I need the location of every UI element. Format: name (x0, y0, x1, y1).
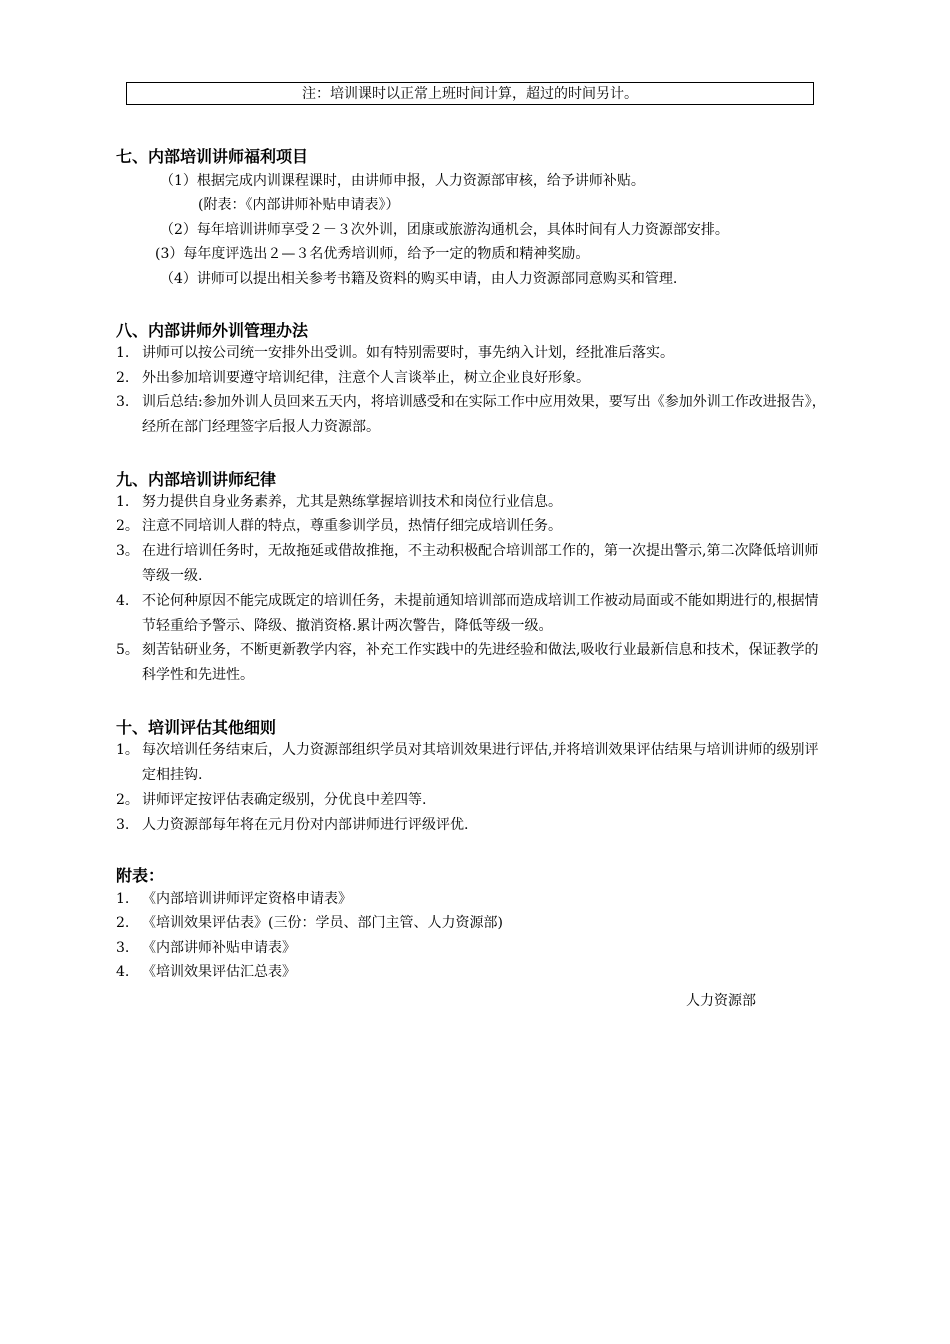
section-10-title: 十、培训评估其他细则 (116, 718, 277, 737)
item-text: 《培训效果评估表》(三份：学员、部门主管、人力资源部) (142, 915, 503, 931)
section-7-line-1: （1）根据完成内训课程课时，由讲师申报，人力资源部审核，给予讲师补贴。 (160, 173, 645, 189)
list-item (116, 490, 826, 515)
item-number: 2。 (116, 792, 139, 808)
item-number: 5。 (116, 642, 139, 658)
list-item (116, 366, 826, 391)
item-number: 2. (116, 370, 130, 386)
list-item (116, 539, 826, 589)
item-number: 2。 (116, 518, 139, 534)
item-text: 《内部培训讲师评定资格申请表》 (142, 891, 352, 907)
section-7-line-1b: (附表：《内部讲师补贴申请表》） (198, 197, 400, 213)
item-text: 讲师评定按评估表确定级别，分优良中差四等. (142, 792, 427, 808)
item-number: 3. (116, 394, 130, 410)
list-item (116, 813, 826, 838)
list-item (116, 514, 826, 539)
item-number: 1。 (116, 742, 139, 758)
item-text: 《培训效果评估汇总表》 (142, 964, 296, 980)
item-number: 4. (116, 964, 130, 980)
item-number: 1. (116, 494, 130, 510)
list-item (116, 390, 826, 440)
signature: 人力资源部 (686, 993, 756, 1009)
item-text: 《内部讲师补贴申请表》 (142, 940, 296, 956)
section-7-line-4: （4）讲师可以提出相关参考书籍及资料的购买申请，由人力资源部同意购买和管理. (160, 271, 678, 287)
item-text: 注意不同培训人群的特点，尊重参训学员，热情仔细完成培训任务。 (142, 518, 562, 534)
appendix-title: 附表： (116, 866, 165, 885)
list-item (116, 887, 826, 912)
list-item (116, 788, 826, 813)
section-9-title: 九、内部培训讲师纪律 (116, 470, 277, 489)
list-item (116, 936, 826, 961)
item-text: 不论何种原因不能完成既定的培训任务，未提前通知培训部而造成培训工作被动局面或不能如期进行的,根据情节轻重给予警示、降级、撤消资格.累计两次警告，降低等级一级。 (142, 593, 819, 634)
section-7-line-2: （2）每年培训讲师享受２－３次外训，团康或旅游沟通机会，具体时间有人力资源部安排。 (160, 222, 729, 238)
item-text: 人力资源部每年将在元月份对内部讲师进行评级评优. (142, 817, 469, 833)
item-text: 讲师可以按公司统一安排外出受训。如有特别需要时，事先纳入计划，经批准后落实。 (142, 345, 674, 361)
section-8-title: 八、内部讲师外训管理办法 (116, 321, 309, 340)
list-item (116, 960, 826, 985)
item-number: 2. (116, 915, 130, 931)
section-7-title: 七、内部培训讲师福利项目 (116, 147, 309, 166)
list-item (116, 911, 826, 936)
note-box: 注：培训课时以正常上班时间计算，超过的时间另计。 (126, 82, 814, 105)
item-number: 4. (116, 593, 130, 609)
item-text: 外出参加培训要遵守培训纪律，注意个人言谈举止，树立企业良好形象。 (142, 370, 590, 386)
list-item (116, 589, 826, 639)
item-text: 努力提供自身业务素养，尤其是熟练掌握培训技术和岗位行业信息。 (142, 494, 562, 510)
item-text: 刻苦钻研业务，不断更新教学内容，补充工作实践中的先进经验和做法,吸收行业最新信息和技术，保证教学的科学性和先进性。 (142, 642, 819, 683)
list-item (116, 341, 826, 366)
item-text: 在进行培训任务时，无故拖延或借故推拖，不主动积极配合培训部工作的，第一次提出警示,第二次降低培训师等级一级. (142, 543, 819, 584)
item-number: 3。 (116, 543, 139, 559)
list-item (116, 638, 826, 688)
item-number: 1. (116, 345, 130, 361)
section-7-line-3: (3）每年度评选出２—３名优秀培训师，给予一定的物质和精神奖励。 (155, 246, 590, 262)
item-number: 3. (116, 817, 130, 833)
item-number: 3. (116, 940, 130, 956)
list-item (116, 738, 826, 788)
item-text: 每次培训任务结束后，人力资源部组织学员对其培训效果进行评估,并将培训效果评估结果与培训讲师的级别评定相挂钩. (142, 742, 819, 783)
item-text: 训后总结:参加外训人员回来五天内，将培训感受和在实际工作中应用效果，要写出《参加外训工作改进报告》，经所在部门经理签字后报人力资源部。 (142, 394, 826, 435)
item-number: 1. (116, 891, 130, 907)
